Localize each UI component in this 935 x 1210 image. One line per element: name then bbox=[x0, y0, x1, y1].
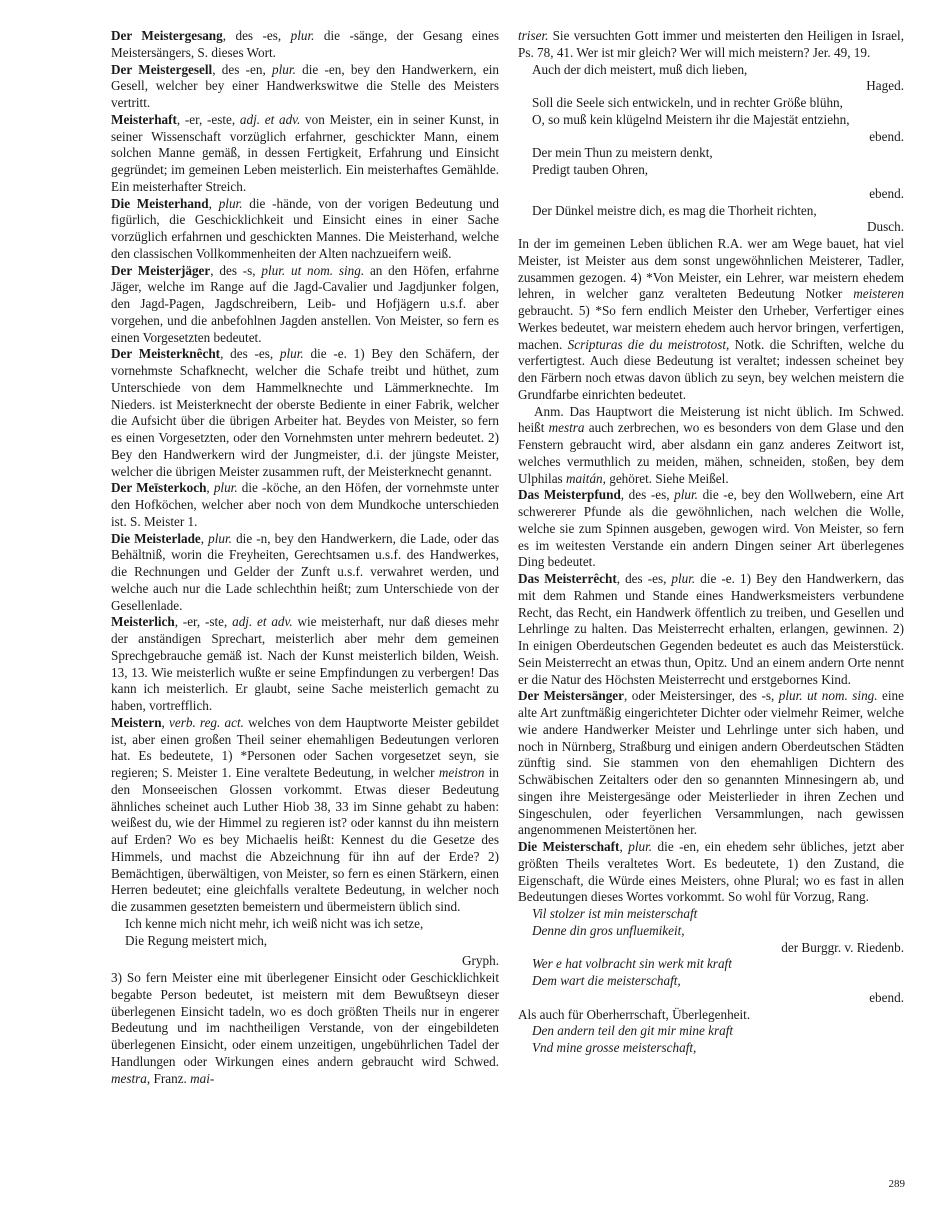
entry-meisterrecht: Das Meisterrêcht, des -es, plur. die -e. 1) Bey den Handwerkern, das mit dem Rahmen und Stande eines Handwerksmeisters verbundene Recht, das Recht, ein Handwerk öffentlich zu treiben, und Gesellen und Lehrlinge zu halten. Das Meisterrecht erhalten, erlangen, gewinnen. 2) In einigen Oberdeutschen Gegenden bedeutet es auch das Meisterstück. Sein Meisterrecht an etwas thun, Opitz. Und an einem andern Orte nennt er die Natur des Höchsten Meisterrecht und erstgebornes Kind. bbox=[518, 571, 904, 687]
entry-meisterschaft: Die Meisterschaft, plur. die -en, ein ehedem sehr übliches, jetzt aber größten Theils veraltetes Wort. Es bedeutete, 1) den Zustand, die Eigenschaft, die Würde eines Meisters, ohne Plural; wo es fast in allen Bedeutungen dieses Wortes vorkommt. So wohl für Vorzug, Rang. bbox=[518, 839, 905, 905]
verse-line: Der Dünkel meistre dich, es mag die Thorheit richten, bbox=[532, 202, 817, 218]
entry-meisterjaeger: Der Meisterjäger, des -s, plur. ut nom. sing. an den Höfen, erfahrne Jäger, welche im Range auf die Jagd-Cavalier und Jagdjunker folgen, den Jagd-Pagen, Jagdschreibern, Leib- und Hofjägern u.s.f. aber vorgehen, und die anbefohlnen Jagden anstellen. Von Meister, so fern es einen Vorgesetzten bedeutet. bbox=[111, 262, 499, 345]
headword: Die Meisterlade bbox=[111, 530, 201, 546]
entry-meistersaenger: Der Meistersänger, oder Meistersinger, des -s, plur. ut nom. sing. eine alte Art zunftmäßig eingerichteter Dichter oder vielmehr Reimer, welche wie andere Handwerker Meister und Lehrlinge unter sich haben, und noch in Nürnberg, Straßburg und einigen andern Oberdeutschen Städten zünftig sind. Sie stammen von den ehemahligen Dichtern des Schwäbischen Zeitalters oder den so genannten Minnesingern ab, und singen ihre Meistergesänge oder Meisterlieder in ihren Zechen und Singeschulen, oder feyerlichen Versammlungen, nach gewissen angenommenen Meistertönen her. bbox=[518, 688, 904, 838]
right-column bbox=[518, 28, 904, 1057]
verse-line: O, so muß kein klügelnd Meistern ihr die Majestät entziehn, bbox=[532, 111, 850, 127]
verse-attribution: Dusch. bbox=[867, 219, 904, 235]
verse-line: Die Regung meistert mich, bbox=[125, 932, 268, 948]
left-column bbox=[111, 28, 499, 1087]
entry-meistern: Meistern, verb. reg. act. welches von dem Hauptworte Meister gebildet ist, aber einen großen Theil seiner ehemahligen Bedeutungen verloren hat. Es bedeutete, 1) *Personen oder Sachen vorgesetzet seyn, sie regieren; S. Meister 1. Eine veraltete Bedeutung, in welcher meistron in den Monseeischen Glossen vorkommt. Etwas dieser Bedeutung ähnliches scheinet auch Luther Hiob 38, 33 im Sinne gehabt zu haben: weißest du, wie der Himmel zu regieren ist? oder kannst du ihn meistern auf Erden? Wo es bey Michaelis heißt: Kennest du die Gesetze des Himmels, und machst die Abzeichnung für ihn auf der Erde? 2) Bemächtigen, überwältigen, von Meister, so fern es einen Stärkern, einen Herren bedeutet; eine gleichfalls veraltete Bedeutung, in welcher noch die zusammen gesetzten bemeistern und übermeistern üblich sind. bbox=[111, 714, 500, 914]
entry-meisterhand: Die Meisterhand, plur. die -hände, von der vorigen Bedeutung und figürlich, die Geschicklichkeit und Einsicht eines in einer Sache vorzüglich erfahrnen und geschickten Mannes. Die Meisterhand, welche den classischen Vollkommenheiten der Alten nachzueifern weiß. bbox=[111, 195, 500, 261]
verse-line: Soll die Seele sich entwickeln, und in rechter Größe blühn, bbox=[532, 95, 843, 110]
verse-line: Ich kenne mich nicht mehr, ich weiß nicht was ich setze, bbox=[125, 915, 424, 931]
verse-line: Dem wart die meisterschaft, bbox=[532, 973, 681, 988]
headword: Das Meisterpfund bbox=[518, 487, 621, 503]
headword: Der Meistergesell bbox=[111, 61, 213, 77]
page-number: 289 bbox=[888, 1178, 905, 1190]
verse-attribution: Gryph. bbox=[462, 953, 499, 969]
entry-meisterpfund: Das Meisterpfund, des -es, plur. die -e, bey den Wollwebern, eine Art schwererer Pfunde als die gewöhnlichen, nach welchen die Wolle, welche sie zum Spinnen ausgeben, gewogen wird. Von Meister, so fern es im weitesten Verstande ein andern Dingen seiner Art überlegenes Ding bedeutet. bbox=[518, 487, 904, 570]
headword: Meistern bbox=[111, 714, 162, 730]
headword: Der Meisterjäger bbox=[111, 262, 211, 278]
verse-line: Auch der dich meistert, muß dich lieben, bbox=[532, 61, 748, 77]
paragraph-oberherrschaft: Als auch für Oberherrschaft, Überlegenheit. bbox=[518, 1006, 751, 1022]
paragraph-continuation: triser. Sie versuchten Gott immer und meisterten den Heiligen in Israel, Ps. 78, 41. Wer ist mir gleich? Wer will mich meistern? Jer. 49, 19. bbox=[518, 28, 904, 60]
entry-meistergesang: Der Meistergesang, des -es, plur. die -sänge, der Gesang eines Meistersängers, S. dieses Wort. bbox=[111, 28, 499, 60]
verse-attribution: ebend. bbox=[869, 128, 904, 144]
verse-line: Denne din gros unfluemikeit, bbox=[532, 922, 685, 938]
entry-meisterlich: Meisterlich, -er, -ste, adj. et adv. wie meisterhaft, nur daß dieses mehr der anständigen Sprechart, meisterlich aber mehr dem gemeinen Sprechgebrauche gemäß ist. Nach der Kunst meisterlich bilden, Weish. 13, 13. Wie meisterlich wußte er seine Empfindungen zu verbergen! Das kann ich meisterlich. Er glaubt, seine Sache meisterlich gemacht zu haben, vortrefflich. bbox=[111, 614, 499, 713]
verse-line: Vnd mine grosse meisterschaft, bbox=[532, 1040, 697, 1055]
verse-line: Predigt tauben Ohren, bbox=[532, 162, 649, 177]
paragraph-meistern-3: 3) So fern Meister eine mit überlegener Einsicht oder Geschicklichkeit begabte Person bedeutet, ist meistern mit dem Bewußtseyn dieser überlegenen Einsicht tadeln, wo es doch größten Theils nur in engerer Bedeutung und im nachtheiligen Verstande, von der eingebildeten überlegenen Einsicht, oder einem unzeitigen, ungebührlichen Tadel der Handlungen oder Wirkungen eines andern gebraucht wird Schwed. mestra, Franz. mai- bbox=[111, 970, 499, 1086]
paragraph-anmerkung: Anm. Das Hauptwort die Meisterung ist nicht üblich. Im Schwed. heißt mestra auch zerbrechen, wo es besonders von dem Glase und den Fenstern gebraucht wird, aber alsdann ein ganz anderes Zeitwort ist, welches vermuthlich zu meiden, mähen, schneiden, stoßen, bey dem Ulphilas maitán, gehöret. Siehe Meißel. bbox=[518, 403, 904, 486]
headword: Der Meistersänger bbox=[518, 688, 625, 704]
paragraph-meistern-4-5: In der im gemeinen Leben üblichen R.A. wer am Wege bauet, hat viel Meister, ist Meister aus dem sonst ungewöhnlichen Meisterer, Tadler, zusammen gezogen. 4) *Von Meister, ein Lehrer, war meistern ehedem lehren, in welcher ganz veralteten Bedeutung Notker meisteren gebraucht. 5) *So fern endlich Meister den Urheber, Verfertiger eines Werkes bedeutet, war meistern ehedem auch hervor bringen, verfertigen, machen. Scripturas die du meistrotost, Notk. die Schriften, welche du verfertigtest. Auch diese Bedeutung ist veraltet; indessen scheinet bey den Färbern noch etwas davon üblich zu seyn, bey welchen meistern die Grundfarbe einrichten bedeutet. bbox=[518, 236, 904, 402]
headword: Die Meisterhand bbox=[111, 195, 209, 211]
headword: Meisterlich bbox=[111, 614, 175, 630]
verse-line: Wer e hat volbracht sin werk mit kraft bbox=[532, 956, 732, 972]
verse-attribution: Haged. bbox=[866, 78, 904, 94]
verse-line: Vil stolzer ist min meisterschaft bbox=[532, 906, 698, 921]
entry-meisterknecht: Der Meisterknêcht, des -es, plur. die -e. 1) Bey den Schäfern, der vornehmste Schafknecht, welcher die Schafe treibt und hüthet, zum Unterschiede von dem Hammelknechte und Lämmerknechte. Im Nieders. ist Meisterknecht der oberste Bediente in einer Fabrik, welcher die Aufsicht über die übrigen Arbeiter hat. Beydes von Meister, so fern es einen Vorgesetzten, oder den Vornehmsten unter mehrern bedeutet. 2) Bey den Handwerkern wird der Jungmeister, d.i. der jüngste Meister, welcher die übrigen Meister zusammen ruft, der Meisterknecht genannt. bbox=[111, 346, 499, 479]
headword: Meisterhaft bbox=[111, 111, 177, 127]
headword: Die Meisterschaft bbox=[518, 839, 620, 854]
entry-meisterlade: Die Meisterlade, plur. die -n, bey den Handwerkern, die Lade, oder das Behältniß, worin die Freyheiten, Gerechtsamen u.s.f. des Handwerkes, die Rechnungen und Gelder der Zunft u.s.f. verwahret werden, und welche auch nur die Lade schlechthin heißt; zum Unterschiede von der Gesellenlade. bbox=[111, 530, 500, 613]
headword: Der Meisterknêcht bbox=[111, 346, 221, 362]
headword: Das Meisterrêcht bbox=[518, 571, 617, 586]
entry-meistergesell: Der Meistergesell, des -en, plur. die -en, bey den Handwerkern, ein Gesell, welcher bey einer Handwerkswitwe die Stelle des Meisters vertritt. bbox=[111, 61, 499, 110]
headword: Der Meistergesang bbox=[111, 28, 223, 43]
verse-attribution: ebend. bbox=[869, 989, 904, 1005]
headword: Der Meīsterkoch bbox=[111, 480, 207, 496]
verse-line: Der mein Thun zu meistern denkt, bbox=[532, 145, 713, 161]
verse-line: Den andern teil den git mir mine kraft bbox=[532, 1023, 734, 1039]
entry-meisterhaft: Meisterhaft, -er, -este, adj. et adv. von Meister, ein in seiner Kunst, in seiner Wissenschaft vorzüglich erfahrner, geschickter Mann, einem solchen Manne gemäß, in dessen Fertigkeit, Erfahrung und Einsicht gegründet; im gemeinen Leben meisterlich. Ein meisterhaftes Gemählde. Ein meisterhafter Streich. bbox=[111, 111, 499, 194]
verse-attribution: der Burggr. v. Riedenb. bbox=[781, 939, 904, 955]
verse-attribution: ebend. bbox=[869, 185, 904, 201]
entry-meisterkoch: Der Meīsterkoch, plur. die -köche, an den Höfen, der vornehmste unter den Hofköchen, welcher aber noch von dem Mundkoche unterschieden ist. S. Meister 1. bbox=[111, 480, 499, 529]
